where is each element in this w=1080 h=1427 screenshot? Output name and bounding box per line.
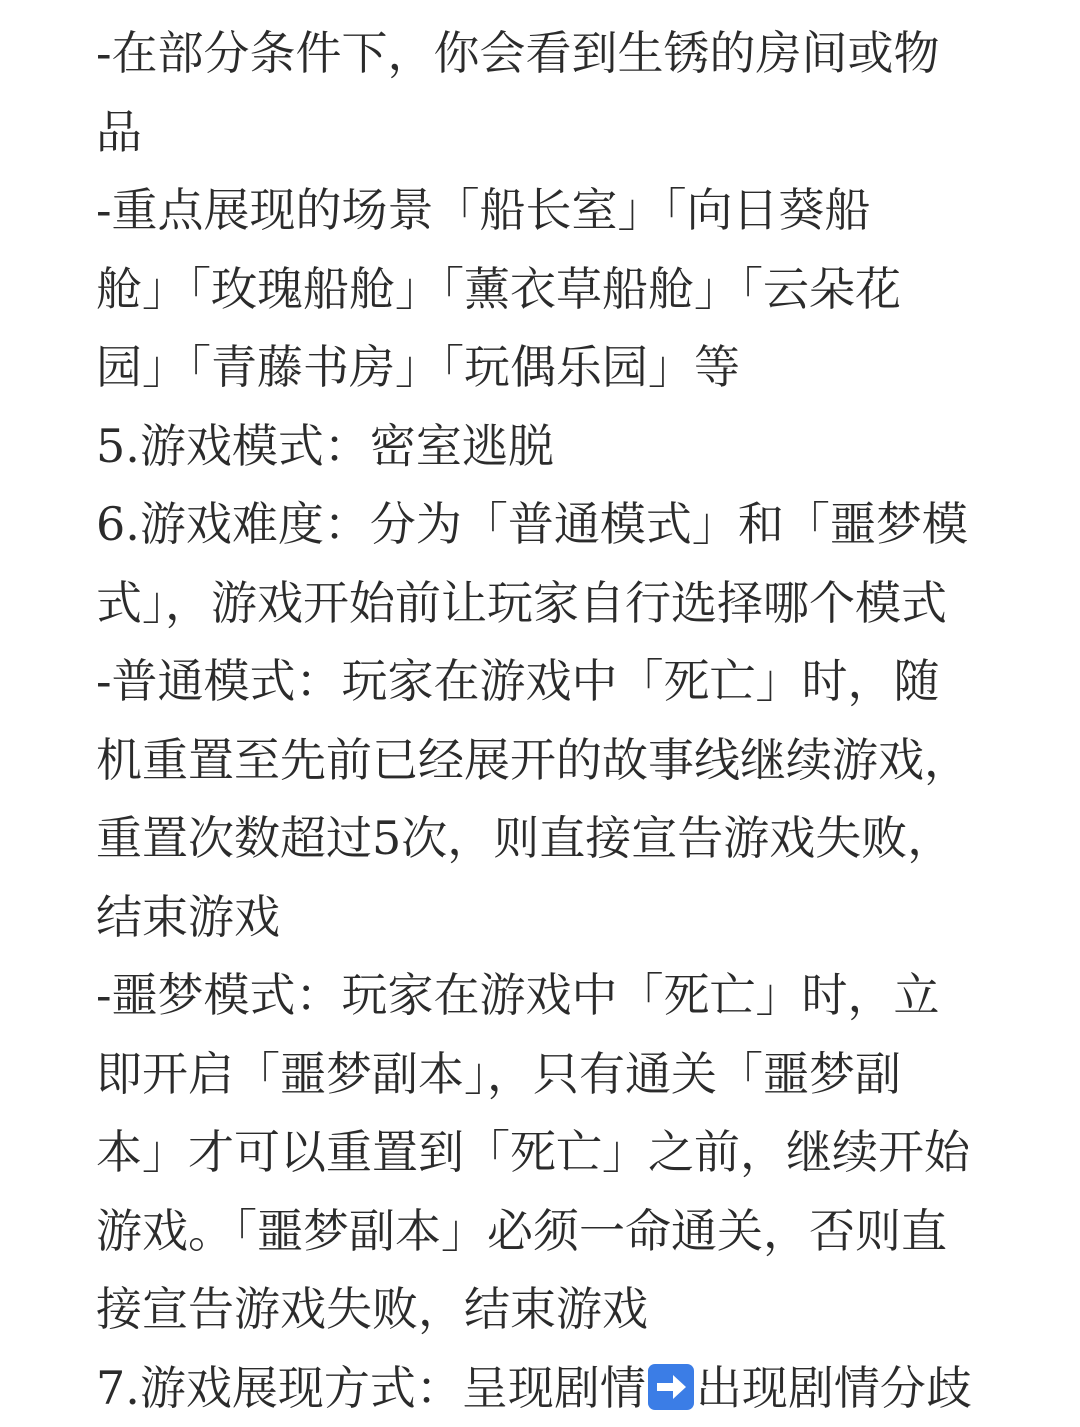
text-line: -在部分条件下，你会看到生锈的房间或物 (96, 14, 996, 93)
document-body (96, 14, 996, 1427)
text-line: -重点展现的场景「船长室」「向日葵船 (96, 171, 996, 250)
text-line: 结束游戏 (96, 878, 996, 957)
last-line-after-icon: 出现剧情分歧 (696, 1361, 972, 1415)
right-arrow-icon (648, 1364, 694, 1410)
text-line: 即开启「噩梦副本」，只有通关「噩梦副 (96, 1035, 996, 1114)
text-line: 6.游戏难度：分为「普通模式」和「噩梦模 (96, 485, 996, 564)
text-line-last (96, 1349, 996, 1427)
text-line: 5.游戏模式：密室逃脱 (96, 407, 996, 486)
text-line: 机重置至先前已经展开的故事线继续游戏， (96, 721, 996, 800)
text-line: 重置次数超过5次，则直接宣告游戏失败， (96, 799, 996, 878)
text-line: 游戏。「噩梦副本」必须一命通关，否则直 (96, 1192, 996, 1271)
text-line: 式」，游戏开始前让玩家自行选择哪个模式 (96, 564, 996, 643)
text-line: -噩梦模式：玩家在游戏中「死亡」时，立 (96, 956, 996, 1035)
text-line: -普通模式：玩家在游戏中「死亡」时，随 (96, 642, 996, 721)
text-line: 舱」「玫瑰船舱」「薰衣草船舱」「云朵花 (96, 250, 996, 329)
text-line: 园」「青藤书房」「玩偶乐园」等 (96, 328, 996, 407)
text-line: 接宣告游戏失败，结束游戏 (96, 1270, 996, 1349)
last-line-before-icon: 7.游戏展现方式：呈现剧情 (96, 1361, 646, 1415)
text-line: 本」才可以重置到「死亡」之前，继续开始 (96, 1113, 996, 1192)
text-line: 品 (96, 93, 996, 172)
